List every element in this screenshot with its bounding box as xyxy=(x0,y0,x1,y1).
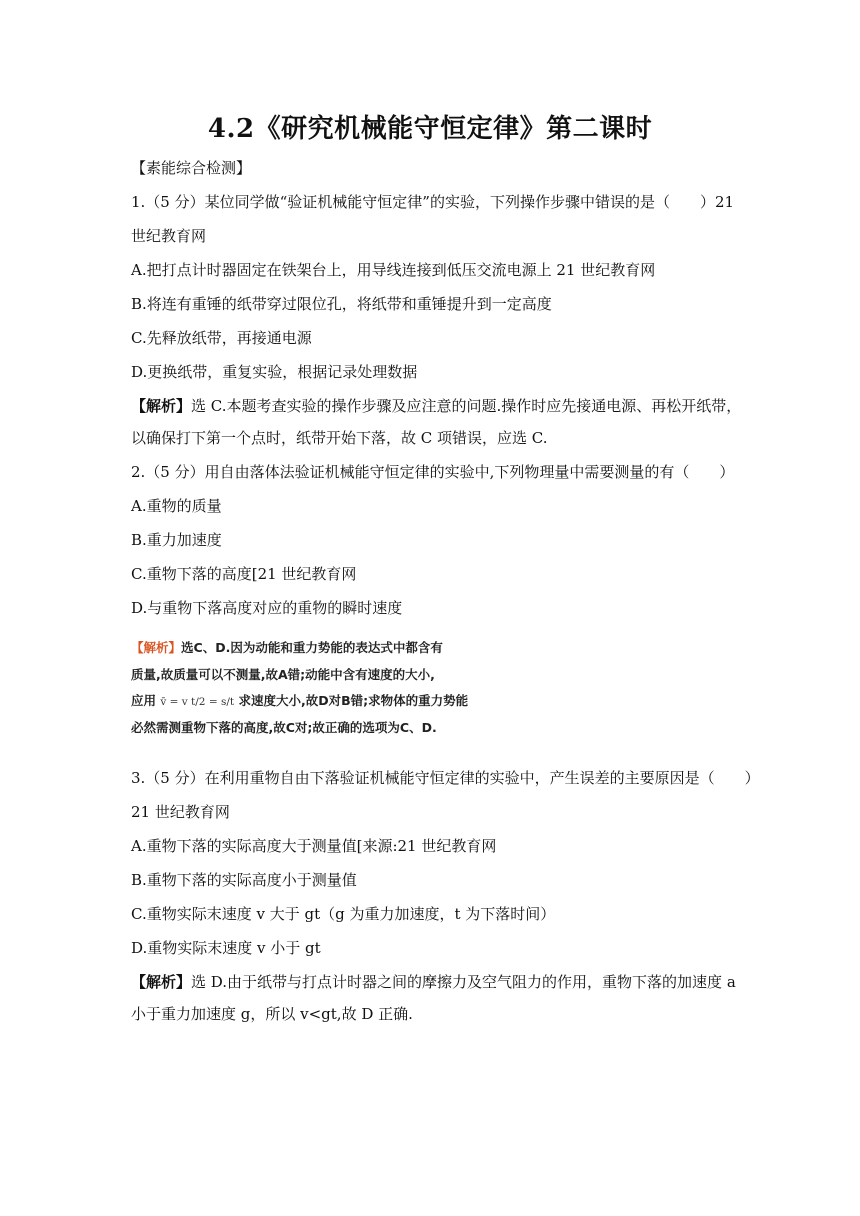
q1-analysis-text: 选 C.本题考查实验的操作步骤及应注意的问题.操作时应先接通电源、再松开纸带， xyxy=(191,397,742,415)
q2-analysis-image-line3 xyxy=(131,691,468,709)
q3-option-c: C.重物实际末速度 v 大于 gt（g 为重力加速度，t 为下落时间） xyxy=(131,905,556,923)
page-title: 4.2《研究机械能守恒定律》第二课时 xyxy=(207,114,653,144)
q2-stem: 2.（5 分）用自由落体法验证机械能守恒定律的实验中,下列物理量中需要测量的有（ ） xyxy=(131,463,735,481)
q1-option-c: C.先释放纸带，再接通电源 xyxy=(131,329,312,347)
q1-analysis-line2: 以确保打下第一个点时，纸带开始下落，故 C 项错误，应选 C. xyxy=(131,429,548,447)
section-heading: 【素能综合检测】 xyxy=(131,159,252,177)
q2-option-b: B.重力加速度 xyxy=(131,531,222,549)
q2-analysis-image-line1 xyxy=(131,638,443,656)
q1-stem-line2: 世纪教育网 xyxy=(131,227,207,245)
q1-analysis-tag: 【解析】 xyxy=(131,397,192,415)
q3-option-d: D.重物实际末速度 v 小于 gt xyxy=(131,939,321,957)
q1-option-a: A.把打点计时器固定在铁架台上，用导线连接到低压交流电源上 21 世纪教育网 xyxy=(131,261,656,279)
q2-analysis-image xyxy=(131,634,471,738)
q2-analysis-image-prefix: 应用 xyxy=(131,693,157,708)
velocity-formula: v̄ = v t/2 = s/t xyxy=(160,696,235,708)
q3-option-b: B.重物下落的实际高度小于测量值 xyxy=(131,871,357,889)
q3-analysis-text: 选 D.由于纸带与打点计时器之间的摩擦力及空气阻力的作用，重物下落的加速度 a xyxy=(191,973,736,991)
q2-analysis-image-text1: 选C、D.因为动能和重力势能的表达式中都含有 xyxy=(181,640,443,655)
q3-analysis-line1 xyxy=(131,971,736,992)
q3-analysis-line2: 小于重力加速度 g，所以 v<gt,故 D 正确. xyxy=(131,1005,413,1023)
q1-option-d: D.更换纸带，重复实验，根据记录处理数据 xyxy=(131,363,418,381)
q2-analysis-image-tag: 【解析】 xyxy=(131,640,182,655)
q2-option-a: A.重物的质量 xyxy=(131,497,222,515)
q3-option-a: A.重物下落的实际高度大于测量值[来源:21 世纪教育网 xyxy=(131,837,497,855)
q3-stem-line2: 21 世纪教育网 xyxy=(131,803,230,821)
q2-analysis-image-line4: 必然需测重物下落的高度,故C对;故正确的选项为C、D. xyxy=(131,720,437,735)
q1-stem-line1: 1.（5 分）某位同学做“验证机械能守恒定律”的实验，下列操作步骤中错误的是（ ）21 xyxy=(131,193,735,211)
q2-analysis-image-suffix: 求速度大小,故D对B错;求物体的重力势能 xyxy=(238,693,469,708)
q3-analysis-tag: 【解析】 xyxy=(131,973,192,991)
q3-stem-line1: 3.（5 分）在利用重物自由下落验证机械能守恒定律的实验中，产生误差的主要原因是（ ） xyxy=(131,769,760,787)
q2-analysis-image-line2: 质量,故质量可以不测量,故A错;动能中含有速度的大小, xyxy=(131,667,435,682)
q2-option-d: D.与重物下落高度对应的重物的瞬时速度 xyxy=(131,599,403,617)
q2-option-c: C.重物下落的高度[21 世纪教育网 xyxy=(131,565,357,583)
q1-analysis-line1 xyxy=(131,395,741,416)
q1-option-b: B.将连有重锤的纸带穿过限位孔，将纸带和重锤提升到一定高度 xyxy=(131,295,552,313)
